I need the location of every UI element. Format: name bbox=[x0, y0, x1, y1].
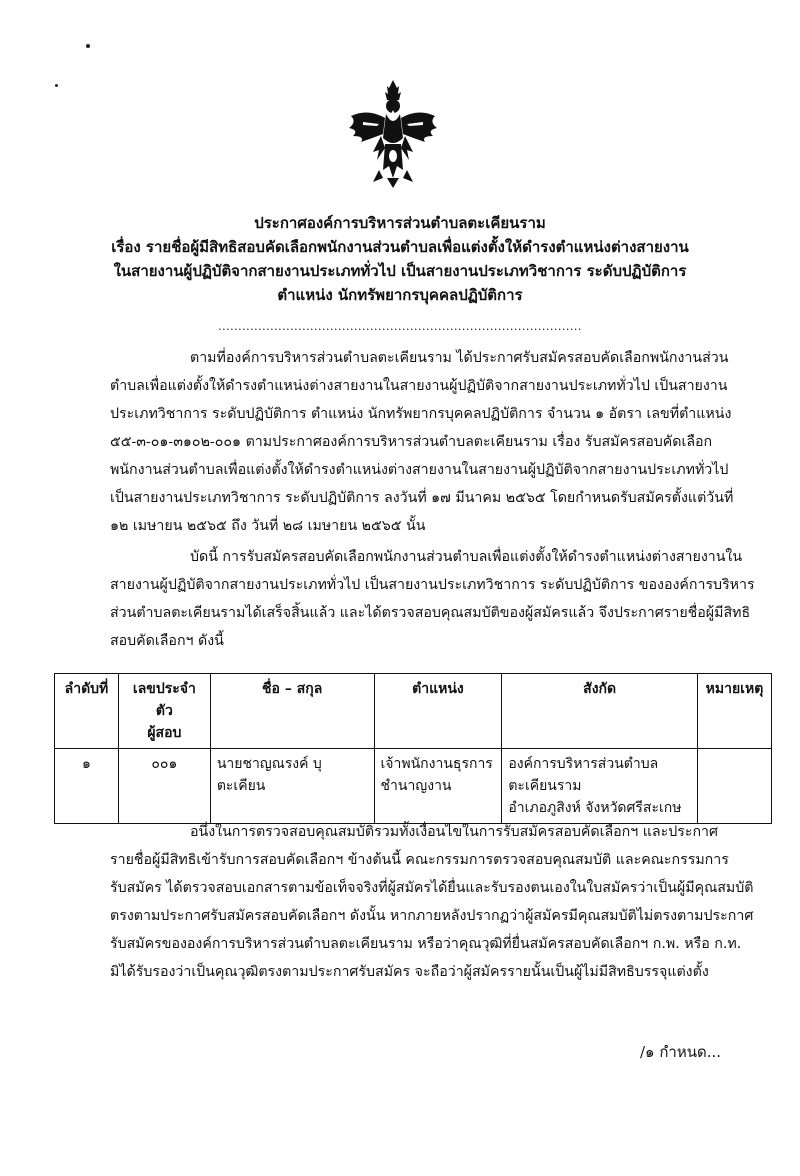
cell-text: ชำนาญงาน bbox=[380, 778, 452, 794]
paragraph-line: ส่วนตำบลตะเคียนรามได้เสร็จสิ้นแล้ว และได้ตรวจสอบคุณสมบัติของผู้สมัครแล้ว จึงประกาศรายชื่อผู้มีสิทธิ bbox=[110, 605, 751, 621]
header-text: ผู้สอบ bbox=[147, 725, 182, 741]
cell-order: ๑ bbox=[55, 749, 119, 824]
scan-speck bbox=[86, 44, 90, 48]
subject-line-1: เรื่อง รายชื่อผู้มีสิทธิสอบคัดเลือกพนักงานส่วนตำบลเพื่อแต่งตั้งให้ดำรงตำแหน่งต่างสายงาน bbox=[111, 238, 689, 256]
paragraph-line: มิได้รับรองว่าเป็นคุณวุฒิตรงตามประกาศรับสมัคร จะถือว่าผู้สมัครรายนั้นเป็นผู้ไม่มีสิทธิบรรจุแต่งตั้ง bbox=[110, 964, 709, 980]
paragraph-line: ๕๕-๓-๐๑-๓๑๐๒-๐๐๑ ตามประกาศองค์การบริหารส่วนตำบลตะเคียนราม เรื่อง รับสมัครสอบคัดเลือก bbox=[110, 434, 713, 450]
paragraph-line: รับสมัคร ได้ตรวจสอบเอกสารตามข้อเท็จจริงที่ผู้สมัครได้ยื่นและรับรองตนเองในใบสมัครว่าเป็นผู้มีคุณสมบัติ bbox=[110, 880, 754, 896]
garuda-emblem-icon bbox=[343, 78, 443, 190]
header-text: เลขประจำตัว bbox=[132, 681, 196, 719]
subject-line-2: ในสายงานผู้ปฏิบัติจากสายงานประเภททั่วไป เป็นสายงานประเภทวิชาการ ระดับปฏิบัติการ bbox=[113, 262, 687, 280]
paragraph-line: ตำบลเพื่อแต่งตั้งให้ดำรงตำแหน่งต่างสายงานในสายงานผู้ปฏิบัติจากสายงานประเภททั่วไป เป็นสายงาน bbox=[110, 378, 728, 394]
paragraph-line: อนึ่งในการตรวจสอบคุณสมบัติรวมทั้งเงื่อนไขในการรับสมัครสอบคัดเลือกฯ และประกาศ bbox=[190, 824, 719, 840]
announcement-title: ประกาศองค์การบริหารส่วนตำบลตะเคียนราม bbox=[254, 214, 546, 232]
paragraph-line: รายชื่อผู้มีสิทธิเข้ารับการสอบคัดเลือกฯ ข้างต้นนี้ คณะกรรมการตรวจสอบคุณสมบัติ และคณะกรรมการ bbox=[110, 852, 729, 868]
page-continuation-marker: /๑ กำหนด... bbox=[640, 1043, 722, 1061]
table-row bbox=[55, 749, 772, 824]
scan-speck bbox=[55, 84, 58, 87]
paragraph-result-statement bbox=[110, 543, 755, 655]
paragraph-announcement-background bbox=[110, 344, 734, 540]
paragraph-line: พนักงานส่วนตำบลเพื่อแต่งตั้งให้ดำรงตำแหน่งต่างสายงานในสายงานผู้ปฏิบัติจากสายงานประเภททั่วไป bbox=[110, 462, 729, 478]
column-header-affiliation: สังกัด bbox=[502, 674, 698, 749]
cell-text: เจ้าพนักงานธุรการ bbox=[380, 756, 493, 772]
table-header-row bbox=[55, 674, 772, 749]
paragraph-line: ๑๒ เมษายน ๒๕๖๕ ถึง วันที่ ๒๘ เมษายน ๒๕๖๕ นั้น bbox=[110, 518, 426, 534]
column-header-exam-number bbox=[118, 674, 210, 749]
cell-exam-number: ๐๐๑ bbox=[118, 749, 210, 824]
cell-name: นายชาญณรงค์ บุตะเคียน bbox=[210, 749, 374, 824]
paragraph-line: รับสมัครขององค์การบริหารส่วนตำบลตะเคียนราม หรือว่าคุณวุฒิที่ยื่นสมัครสอบคัดเลือกฯ ก.พ. หรือ ก.ท. bbox=[110, 936, 742, 952]
paragraph-line: ตามที่องค์การบริหารส่วนตำบลตะเคียนราม ได้ประกาศรับสมัครสอบคัดเลือกพนักงานส่วน bbox=[190, 350, 729, 366]
cell-text: อำเภอภูสิงห์ จังหวัดศรีสะเกษ bbox=[508, 800, 682, 816]
eligible-candidates-table bbox=[54, 673, 772, 824]
cell-affiliation bbox=[502, 749, 698, 824]
cell-remark bbox=[697, 749, 771, 824]
cell-text: องค์การบริหารส่วนตำบล bbox=[508, 756, 659, 772]
paragraph-line: เป็นสายงานประเภทวิชาการ ระดับปฏิบัติการ ลงวันที่ ๑๗ มีนาคม ๒๕๖๕ โดยกำหนดรับสมัครตั้งแต่วันที่ bbox=[110, 490, 734, 506]
cell-text: ตะเคียนราม bbox=[508, 778, 582, 794]
paragraph-eligibility-note bbox=[110, 818, 754, 986]
column-header-position: ตำแหน่ง bbox=[374, 674, 502, 749]
paragraph-line: สอบคัดเลือกฯ ดังนี้ bbox=[110, 633, 224, 649]
column-header-remark: หมายเหตุ bbox=[697, 674, 771, 749]
paragraph-line: ตรงตามประกาศรับสมัครสอบคัดเลือกฯ ดังนั้น หากภายหลังปรากฏว่าผู้สมัครมีคุณสมบัติไม่ตรงตามประกาศ bbox=[110, 908, 754, 924]
column-header-name: ชื่อ – สกุล bbox=[210, 674, 374, 749]
paragraph-line: ประเภทวิชาการ ระดับปฏิบัติการ ตำแหน่ง นักทรัพยากรบุคคลปฏิบัติการ จำนวน ๑ อัตรา เลขที่ตำแหน่ง bbox=[110, 406, 732, 422]
cell-position bbox=[374, 749, 502, 824]
subject-line-3: ตำแหน่ง นักทรัพยากรบุคคลปฏิบัติการ bbox=[277, 286, 523, 304]
header-separator: ........................................................................................... bbox=[218, 320, 582, 333]
paragraph-line: สายงานผู้ปฏิบัติจากสายงานประเภททั่วไป เป็นสายงานประเภทวิชาการ ระดับปฏิบัติการ ขององค์การบริหาร bbox=[110, 577, 755, 593]
column-header-order: ลำดับที่ bbox=[55, 674, 119, 749]
paragraph-line: บัดนี้ การรับสมัครสอบคัดเลือกพนักงานส่วนตำบลเพื่อแต่งตั้งให้ดำรงตำแหน่งต่างสายงานใน bbox=[190, 549, 743, 565]
